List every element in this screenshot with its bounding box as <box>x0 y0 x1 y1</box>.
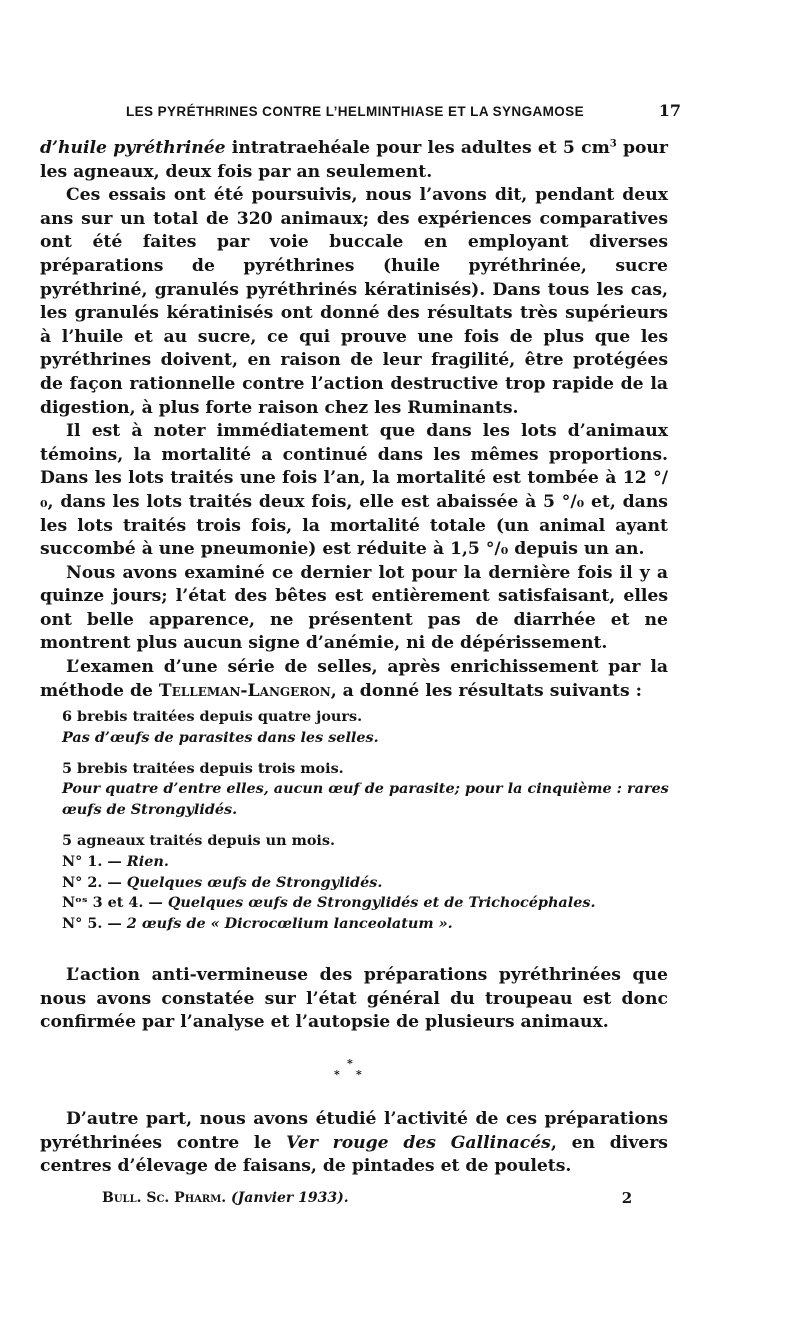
paragraph-3: Il est à noter immédiatement que dans les lots d’animaux témoins, la mortalité a continué dans les mêmes proportions. Dans les lots traités une fois l’an, la mortalité est tombée à 12 °/₀, dans les lots traités deux fois, elle est abaissée à 5 °/₀ et, dans les lots traités trois fois, la mortalité totale (un animal ayant succombé à une pneumonie) est réduite à 1,5 °/₀ depuis un an. <box>40 421 668 560</box>
asterism-star: * <box>347 1057 353 1070</box>
signature-mark: 2 <box>621 1189 633 1207</box>
paragraph-5-text: L’examen d’une série de selles, après enrichissement par la méthode de <box>40 657 668 701</box>
group-1-result: Pas d’œufs de parasites dans les selles. <box>62 728 379 746</box>
final-paragraph: D’autre part, nous avons étudié l’activité de ces préparations pyréthrinées contre le Ver rouge des Gallinacés, en divers centres d’élevage de faisans, de pintades et de poulets. <box>40 1109 668 1177</box>
group-2-result: Pour quatre d’entre elles, aucun œuf de parasite; pour la cinquième : rares œufs de Strongylidés. <box>62 780 669 819</box>
paragraph-1-text: intratraehéale pour les adultes et 5 cm <box>225 138 610 158</box>
journal-footer <box>102 1190 349 1206</box>
asterism-star: * <box>334 1068 340 1081</box>
conclusion-paragraph: L’action anti-vermineuse des préparations pyréthrinées que nous avons constatée sur l’état général du troupeau est donc confirmée par l’analyse et l’autopsie de plusieurs animaux. <box>40 965 668 1033</box>
journal-date: (Janvier 1933). <box>231 1190 349 1206</box>
results-list <box>62 707 672 935</box>
result-item: N° 5. — 2 œufs de « Dicrocœlium lanceolatum ». <box>62 915 453 933</box>
final-block <box>40 1108 668 1179</box>
paragraph-1-text-end: pour les agneaux, deux fois par an seulement. <box>40 138 668 182</box>
running-title: LES PYRÉTHRINES CONTRE L’HELMINTHIASE ET LA SYNGAMOSE <box>126 104 584 119</box>
cubic-superscript: 3 <box>609 138 617 150</box>
paragraph-5 <box>40 656 668 703</box>
journal-name: Bull. Sc. Pharm. <box>102 1190 227 1206</box>
group-1-title: 6 brebis traitées depuis quatre jours. <box>62 708 363 725</box>
paragraph-1 <box>40 137 668 184</box>
result-item: Nᵒˢ 3 et 4. — Quelques œufs de Strongylidés et de Trichocéphales. <box>62 894 596 912</box>
asterism-star: * <box>356 1068 362 1081</box>
page-number: 17 <box>658 101 681 120</box>
result-item: N° 2. — Quelques œufs de Strongylidés. <box>62 873 383 891</box>
group-2-title: 5 brebis traitées depuis trois mois. <box>62 759 344 777</box>
main-text-block <box>40 137 668 703</box>
paragraph-5-end: , a donné les résultats suivants : <box>330 680 642 701</box>
result-item: N° 1. — Rien. <box>62 852 169 870</box>
ver-rouge-italic: Ver rouge des Gallinacés <box>286 1132 551 1153</box>
section-break-asterism <box>334 1058 374 1088</box>
author-name: Telleman-Langeron <box>158 680 331 701</box>
paragraph-4: Nous avons examiné ce dernier lot pour la dernière fois il y a quinze jours; l’état des bêtes est entièrement satisfaisant, elles ont belle apparence, ne présentent pas de diarrhée et ne montrent plus aucun signe d’anémie, ni de dépérissement. <box>40 562 668 654</box>
group-3-title: 5 agneaux traités depuis un mois. <box>62 831 336 849</box>
conclusion-block <box>40 964 668 1035</box>
paragraph-2: Ces essais ont été poursuivis, nous l’avons dit, pendant deux ans sur un total de 320 animaux; des expériences comparatives ont été faites par voie buccale en employant diverses préparations de pyréthrines (huile pyréthrinée, sucre pyréthriné, granulés pyréthrinés kératinisés). Dans tous les cas, les granulés kératinisés ont donné des résultats très supérieurs à l’huile et au sucre, ce qui prouve une fois de plus que les pyréthrines doivent, en raison de leur fragilité, être protégées de façon rationnelle contre l’action destructive trop rapide de la digestion, à plus forte raison chez les Ruminants. <box>40 185 668 418</box>
huile-pyrethrinee-italic: d’huile pyréthrinée <box>40 138 226 158</box>
